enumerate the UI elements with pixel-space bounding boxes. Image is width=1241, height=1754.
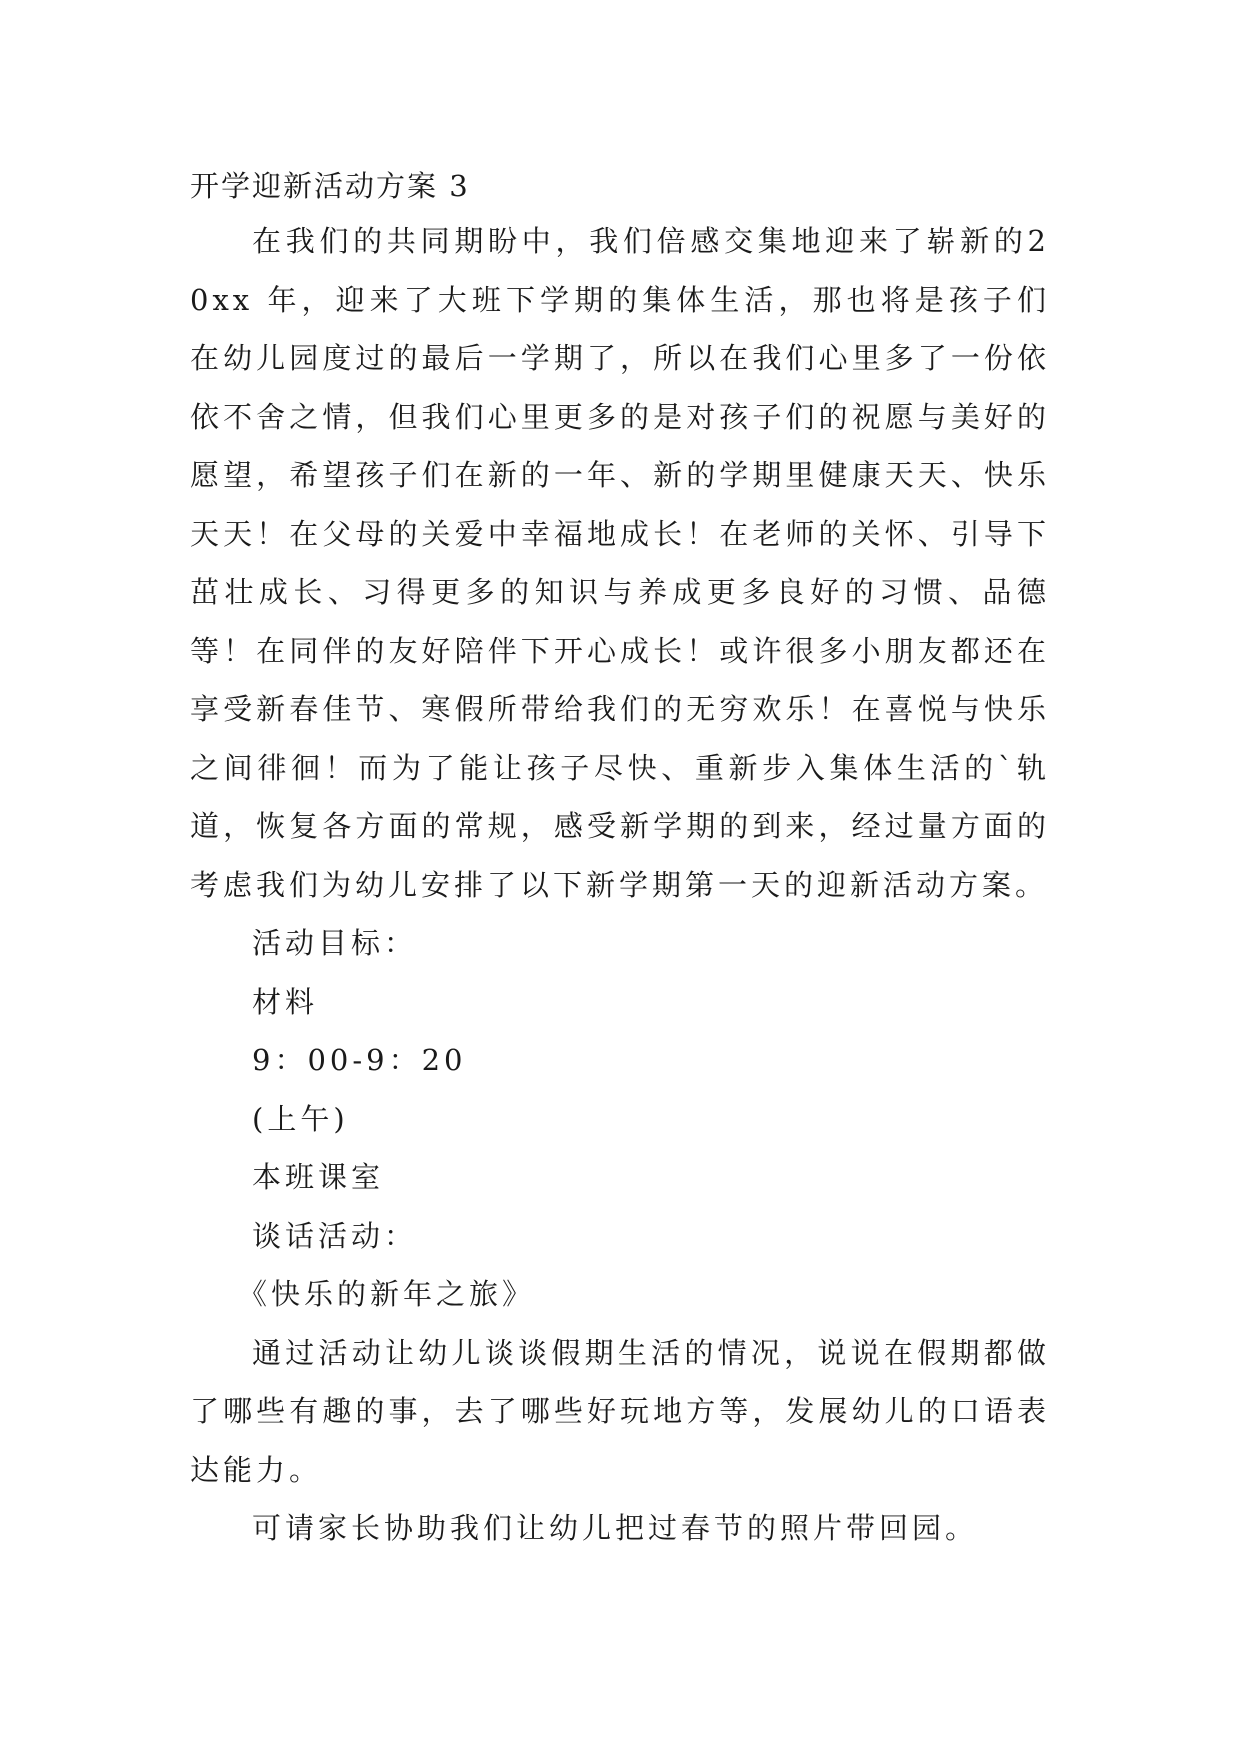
document-title: 开学迎新活动方案 3	[190, 169, 470, 203]
activity-description: 通过活动让幼儿谈谈假期生活的情况，说说在假期都做了哪些有趣的事，去了哪些好玩地方等，发展幼儿的口语表达能力。	[190, 1335, 1050, 1487]
goal-label: 活动目标：	[252, 926, 418, 960]
activity-location: 本班课室	[252, 1160, 385, 1194]
activity-name: 《快乐的新年之旅》	[238, 1277, 536, 1311]
note-paragraph: 可请家长协助我们让幼儿把过春节的照片带回园。	[252, 1511, 979, 1545]
intro-paragraph: 在我们的共同期盼中，我们倍感交集地迎来了崭新的20xx 年，迎来了大班下学期的集体生活，那也将是孩子们在幼儿园度过的最后一学期了，所以在我们心里多了一份依依不舍之情，但我们心里更多的是对孩子们的祝愿与美好的愿望，希望孩子们在新的一年、新的学期里健康天天、快乐天天！在父母的关爱中幸福地成长！在老师的关怀、引导下茁壮成长、习得更多的知识与养成更多良好的习惯、品德等！在同伴的友好陪伴下开心成长！或许很多小朋友都还在享受新春佳节、寒假所带给我们的无穷欢乐！在喜悦与快乐之间徘徊！而为了能让孩子尽快、重新步入集体生活的`轨道，恢复各方面的常规，感受新学期的到来，经过量方面的考虑我们为幼儿安排了以下新学期第一天的迎新活动方案。	[190, 224, 1050, 902]
materials-label: 材料	[252, 984, 319, 1019]
document-body	[190, 160, 1050, 1558]
activity-period: (上午)	[252, 1101, 349, 1136]
activity-label: 谈话活动：	[252, 1218, 418, 1253]
activity-time: 9：00-9：20	[252, 1043, 467, 1077]
